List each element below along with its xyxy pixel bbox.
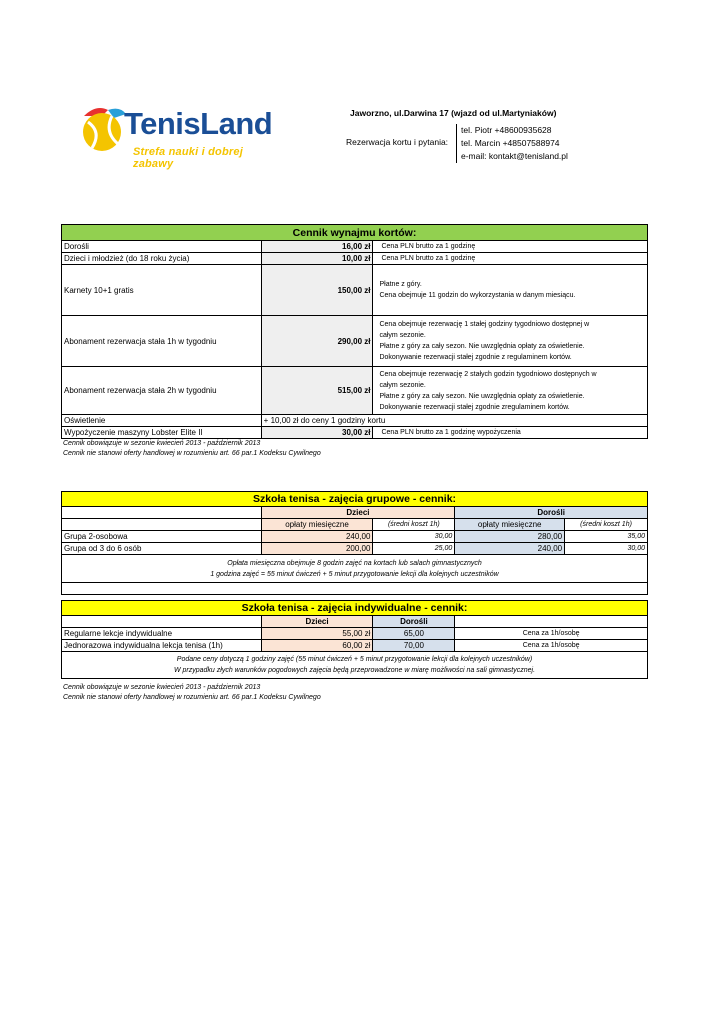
row-note: Cena obejmuje rezerwację 1 stałej godziny tygodniowo dostępnej w całym sezonie. Płatne z góry za cały sezon. Nie uwzględnia opłaty za oświetlenie. Dokonywanie rezerwacji stałej zgodnie z regulaminem kortów. <box>373 316 648 367</box>
row-price: 16,00 zł <box>261 241 373 253</box>
address: Jaworzno, ul.Darwina 17 (wjazd od ul.Martyniaków) <box>350 108 557 118</box>
court-title: Cennik wynajmu kortów: <box>62 225 648 241</box>
row-price: 290,00 zł <box>261 316 373 367</box>
lighting-label: Oświetlenie <box>62 415 262 427</box>
table-row <box>62 427 648 439</box>
row-name: Dzieci i młodzież (do 18 roku życia) <box>62 253 262 265</box>
row-name: Karnety 10+1 gratis <box>62 265 262 316</box>
phone-marcin: tel. Marcin +48507588974 <box>461 138 560 148</box>
group-title: Szkoła tenisa - zajęcia grupowe - cennik: <box>62 492 648 507</box>
table-row <box>62 367 648 415</box>
machine-price: 30,00 zł <box>261 427 373 439</box>
contact-label: Rezerwacja kortu i pytania: <box>346 137 449 147</box>
row-note: Cena PLN brutto za 1 godzinę <box>373 241 648 253</box>
kids-monthly-header: opłaty miesięczne <box>261 519 373 531</box>
table-row <box>62 241 648 253</box>
row-note: Cena PLN brutto za 1 godzinę <box>373 253 648 265</box>
row-note: Płatne z góry. Cena obejmuje 11 godzin do wykorzystania w danym miesiącu. <box>373 265 648 316</box>
group-kids-header: Dzieci <box>261 507 455 519</box>
adults-avg-header: (średni koszt 1h) <box>565 519 648 531</box>
table-row: Grupa od 3 do 6 osób 200,00 25,00 240,00 30,00 <box>62 543 648 555</box>
row-price: 10,00 zł <box>261 253 373 265</box>
individual-title: Szkoła tenisa - zajęcia indywidualne - cennik: <box>62 601 648 616</box>
individual-price-table <box>61 600 648 679</box>
individual-kids-header: Dzieci <box>261 616 373 628</box>
phone-piotr: tel. Piotr +48600935628 <box>461 125 552 135</box>
individual-notes: Podane ceny dotyczą 1 godziny zajęć (55 minut ćwiczeń + 5 minut przygotowanie lekcji dla kolejnych uczestników) W przypadku złych warunków pogodowych zajęcia będą przeprowadzone w miarę możliwości na sali gimnastycznej. <box>62 652 648 679</box>
row-name: Dorośli <box>62 241 262 253</box>
lighting-value: + 10,00 zł do ceny 1 godziny kortu <box>261 415 647 427</box>
table-row: Jednorazowa indywidualna lekcja tenisa (1h) 60,00 zł 70,00 Cena za 1h/osobę <box>62 640 648 652</box>
row-note: Cena obejmuje rezerwację 2 stałych godzin tygodniowo dostępnych w całym sezonie. Płatne z góry za cały sezon. Nie uwzględnia opłaty za oświetlenie. Dokonywanie rezerwacji stałej zgodnie zregulaminem kortów. <box>373 367 648 415</box>
table-row: Regularne lekcje indywidualne 55,00 zł 65,00 Cena za 1h/osobę <box>62 628 648 640</box>
table-row <box>62 316 648 367</box>
kids-avg-header: (średni koszt 1h) <box>373 519 455 531</box>
logo-tagline: Strefa nauki i dobrej zabawy <box>133 146 243 170</box>
table-row <box>62 415 648 427</box>
table-row <box>62 253 648 265</box>
machine-label: Wypożyczenie maszyny Lobster Elite II <box>62 427 262 439</box>
court-price-table <box>61 224 648 439</box>
email: e-mail: kontakt@tenisland.pl <box>461 151 568 161</box>
group-notes: Opłata miesięczna obejmuje 8 godzin zajęć na kortach lub salach gimnastycznych 1 godzina zajęć = 55 minut ćwiczeń + 5 minut przygotowanie lekcji dla kolejnych uczestników <box>62 555 648 583</box>
row-price: 515,00 zł <box>261 367 373 415</box>
row-name: Abonament rezerwacja stała 1h w tygodniu <box>62 316 262 367</box>
adults-monthly-header: opłaty miesięczne <box>455 519 565 531</box>
group-price-table <box>61 491 648 595</box>
row-name: Abonament rezerwacja stała 2h w tygodniu <box>62 367 262 415</box>
tenisland-logo <box>78 102 283 170</box>
individual-footnotes: Cennik obowiązuje w sezonie kwiecień 2013 - październik 2013 Cennik nie stanowi oferty handlowej w rozumieniu art. 66 par.1 Kodeksu Cywilnego <box>63 684 321 701</box>
table-row <box>62 265 648 316</box>
individual-adults-header: Dorośli <box>373 616 455 628</box>
machine-note: Cena PLN brutto za 1 godzinę wypożyczenia <box>373 427 648 439</box>
logo-name: TenisLand <box>124 106 273 141</box>
row-price: 150,00 zł <box>261 265 373 316</box>
contact-block <box>456 124 568 163</box>
table-row: Grupa 2-osobowa 240,00 30,00 280,00 35,00 <box>62 531 648 543</box>
court-footnotes: Cennik obowiązuje w sezonie kwiecień 2013 - październik 2013 Cennik nie stanowi oferty handlowej w rozumieniu art. 66 par.1 Kodeksu Cywilnego <box>63 440 321 457</box>
group-adults-header: Dorośli <box>455 507 648 519</box>
